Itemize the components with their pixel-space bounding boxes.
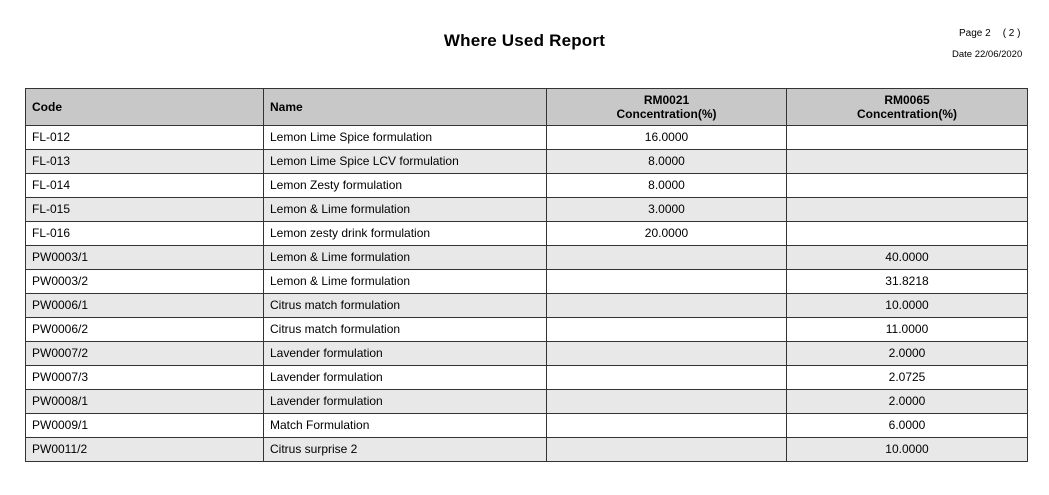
- header-rm0065-code: RM0065: [884, 93, 930, 107]
- header-name: Name: [264, 89, 547, 126]
- page-info: [959, 28, 1020, 39]
- cell-rm0021-concentration: 8.0000: [547, 150, 787, 174]
- cell-rm0021-concentration: [547, 318, 787, 342]
- cell-code: FL-016: [26, 222, 264, 246]
- table-row: [26, 150, 1028, 174]
- cell-rm0065-concentration: [787, 174, 1028, 198]
- cell-rm0021-concentration: [547, 366, 787, 390]
- cell-rm0021-concentration: [547, 414, 787, 438]
- cell-name: Match Formulation: [264, 414, 547, 438]
- where-used-table: [25, 88, 1028, 462]
- cell-name: Citrus surprise 2: [264, 438, 547, 462]
- cell-code: FL-012: [26, 126, 264, 150]
- header-code: Code: [26, 89, 264, 126]
- cell-code: PW0007/2: [26, 342, 264, 366]
- cell-name: Citrus match formulation: [264, 318, 547, 342]
- cell-code: PW0007/3: [26, 366, 264, 390]
- cell-rm0065-concentration: 2.0000: [787, 390, 1028, 414]
- cell-rm0065-concentration: [787, 222, 1028, 246]
- cell-rm0065-concentration: [787, 126, 1028, 150]
- table-row: [26, 294, 1028, 318]
- cell-rm0065-concentration: 2.0725: [787, 366, 1028, 390]
- header-rm0065: [787, 89, 1028, 126]
- page-number: Page 2: [959, 28, 991, 39]
- header-rm0021-concentration: Concentration(%): [616, 107, 717, 121]
- cell-rm0021-concentration: [547, 390, 787, 414]
- cell-rm0021-concentration: 20.0000: [547, 222, 787, 246]
- cell-rm0065-concentration: 10.0000: [787, 294, 1028, 318]
- cell-rm0021-concentration: [547, 270, 787, 294]
- cell-code: FL-013: [26, 150, 264, 174]
- table-row: [26, 198, 1028, 222]
- cell-rm0065-concentration: 2.0000: [787, 342, 1028, 366]
- table-row: [26, 246, 1028, 270]
- table-body: [26, 126, 1028, 462]
- cell-rm0021-concentration: 16.0000: [547, 126, 787, 150]
- cell-rm0021-concentration: 8.0000: [547, 174, 787, 198]
- cell-rm0065-concentration: 6.0000: [787, 414, 1028, 438]
- cell-rm0065-concentration: [787, 150, 1028, 174]
- table-row: [26, 318, 1028, 342]
- cell-code: PW0006/1: [26, 294, 264, 318]
- table-row: [26, 342, 1028, 366]
- cell-name: Lemon & Lime formulation: [264, 198, 547, 222]
- header-rm0021-code: RM0021: [643, 93, 690, 107]
- cell-name: Lemon Lime Spice formulation: [264, 126, 547, 150]
- cell-name: Lavender formulation: [264, 390, 547, 414]
- cell-code: PW0006/2: [26, 318, 264, 342]
- table-row: [26, 174, 1028, 198]
- cell-code: FL-015: [26, 198, 264, 222]
- header-rm0065-concentration: Concentration(%): [857, 107, 957, 121]
- cell-rm0065-concentration: 11.0000: [787, 318, 1028, 342]
- table-row: [26, 438, 1028, 462]
- cell-code: PW0003/1: [26, 246, 264, 270]
- cell-rm0021-concentration: [547, 438, 787, 462]
- cell-rm0021-concentration: [547, 294, 787, 318]
- table-row: [26, 366, 1028, 390]
- cell-code: PW0011/2: [26, 438, 264, 462]
- cell-name: Lemon Lime Spice LCV formulation: [264, 150, 547, 174]
- table-row: [26, 222, 1028, 246]
- report-title: Where Used Report: [443, 31, 606, 50]
- cell-name: Lemon & Lime formulation: [264, 270, 547, 294]
- table-row: [26, 270, 1028, 294]
- table-header-row: [26, 89, 1028, 126]
- table-row: [26, 390, 1028, 414]
- cell-code: FL-014: [26, 174, 264, 198]
- cell-rm0021-concentration: [547, 246, 787, 270]
- cell-rm0065-concentration: 31.8218: [787, 270, 1028, 294]
- page-total: ( 2 ): [1002, 28, 1021, 39]
- cell-name: Lemon Zesty formulation: [264, 174, 547, 198]
- cell-rm0021-concentration: 3.0000: [547, 198, 787, 222]
- header-rm0021: [547, 89, 787, 126]
- cell-rm0021-concentration: [547, 342, 787, 366]
- cell-code: PW0003/2: [26, 270, 264, 294]
- table-row: [26, 126, 1028, 150]
- cell-rm0065-concentration: [787, 198, 1028, 222]
- cell-code: PW0008/1: [26, 390, 264, 414]
- cell-name: Lavender formulation: [264, 342, 547, 366]
- report-date: Date 22/06/2020: [952, 49, 1023, 60]
- cell-name: Lemon zesty drink formulation: [264, 222, 547, 246]
- cell-rm0065-concentration: 10.0000: [787, 438, 1028, 462]
- cell-name: Citrus match formulation: [264, 294, 547, 318]
- cell-name: Lemon & Lime formulation: [264, 246, 547, 270]
- cell-name: Lavender formulation: [264, 366, 547, 390]
- table-row: [26, 414, 1028, 438]
- cell-code: PW0009/1: [26, 414, 264, 438]
- cell-rm0065-concentration: 40.0000: [787, 246, 1028, 270]
